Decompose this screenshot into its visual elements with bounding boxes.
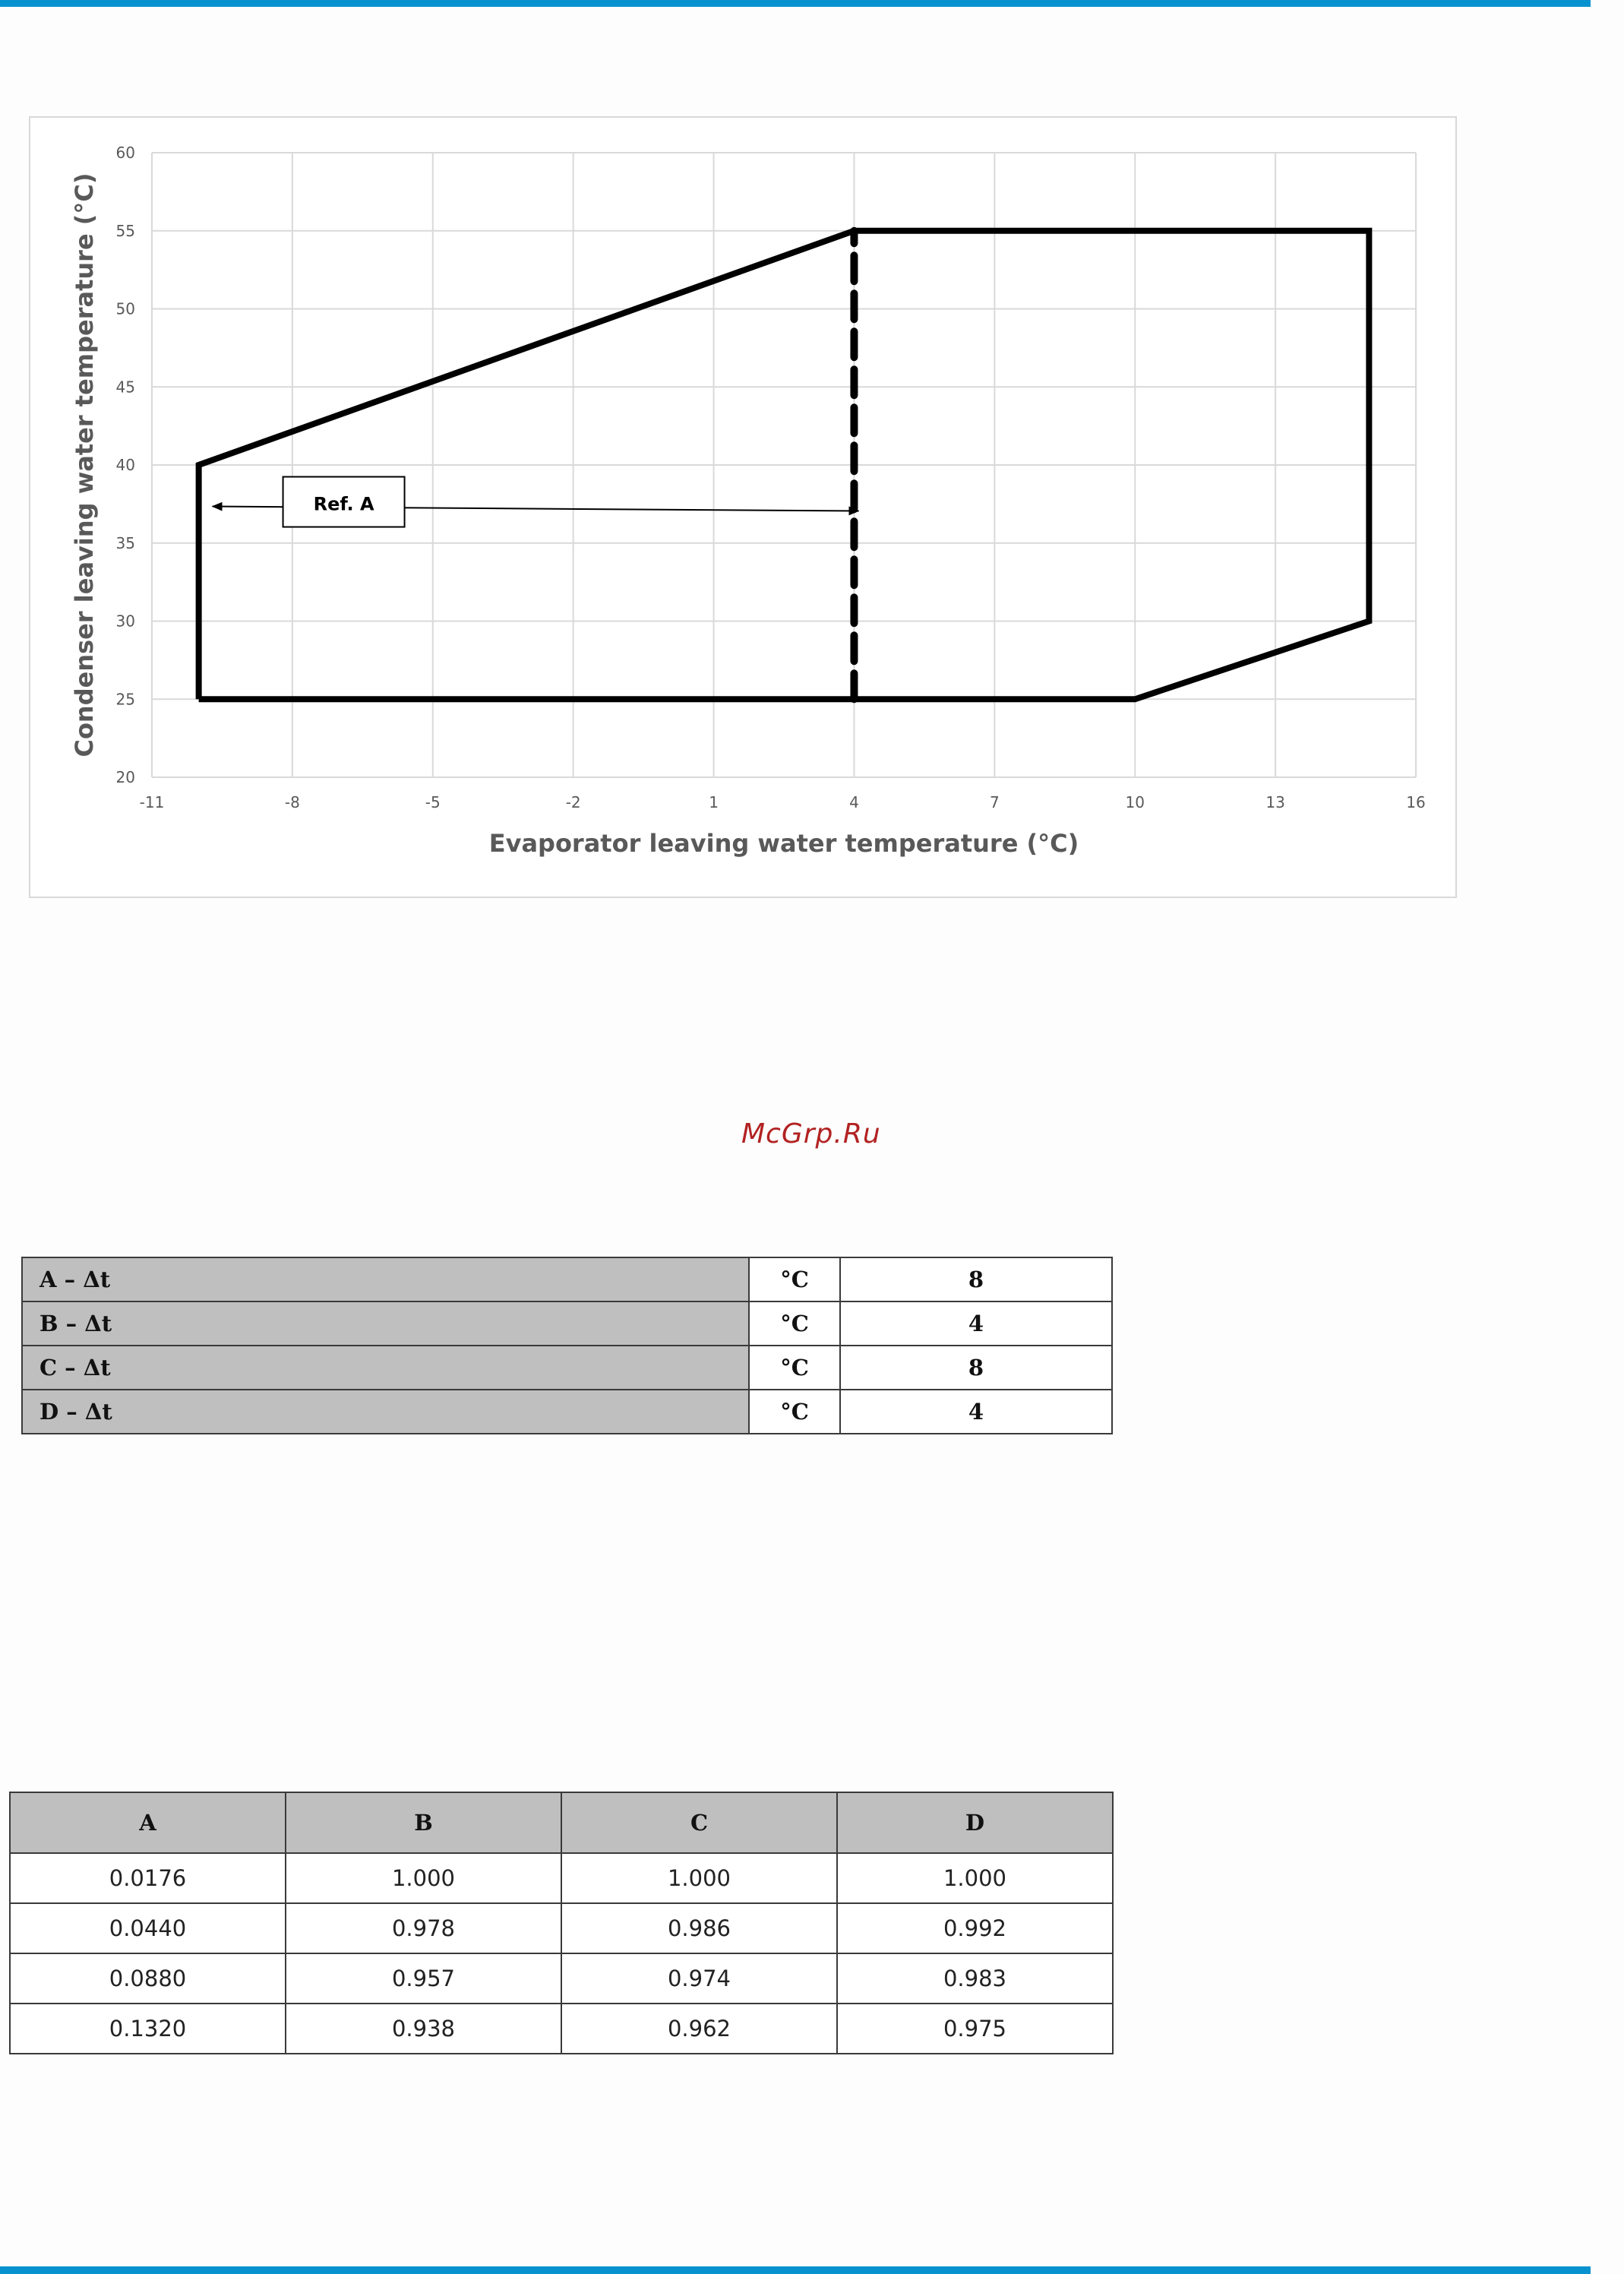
coef-cell: 0.957	[286, 1953, 561, 2004]
delta-t-unit: °C	[749, 1346, 840, 1390]
delta-t-label: B – Δt	[22, 1301, 749, 1346]
delta-t-label: D – Δt	[22, 1390, 749, 1434]
x-tick-label: 1	[709, 793, 719, 811]
delta-t-unit: °C	[749, 1390, 840, 1434]
coef-cell: 0.992	[837, 1903, 1113, 1953]
bottom-rule	[0, 2266, 1591, 2274]
coef-header-d: D	[837, 1792, 1113, 1853]
y-tick-label: 30	[115, 612, 135, 631]
delta-t-value: 8	[840, 1257, 1112, 1301]
y-tick-label: 45	[115, 378, 135, 397]
coef-cell: 1.000	[837, 1853, 1113, 1903]
coef-row	[10, 1903, 1113, 1953]
coef-cell: 0.0440	[10, 1903, 286, 1953]
x-tick-label: -5	[425, 793, 441, 811]
ref-a-label: Ref. A	[313, 493, 374, 515]
coefficient-table	[9, 1792, 1114, 2054]
coef-cell: 1.000	[286, 1853, 561, 1903]
x-tick-label: 16	[1406, 793, 1426, 811]
delta-t-label: C – Δt	[22, 1346, 749, 1390]
coef-header-a: A	[10, 1792, 286, 1853]
coef-cell: 0.962	[561, 2004, 837, 2054]
y-tick-label: 55	[115, 221, 135, 240]
y-tick-label: 20	[115, 768, 135, 786]
y-tick-label: 50	[115, 299, 135, 318]
chart-frame	[29, 116, 1457, 898]
y-tick-label: 25	[115, 690, 135, 709]
delta-t-row	[22, 1390, 1112, 1434]
delta-t-row	[22, 1301, 1112, 1346]
watermark: McGrp.Ru	[741, 1118, 881, 1150]
delta-t-unit: °C	[749, 1257, 840, 1301]
operating-envelope-chart	[30, 118, 1455, 897]
coef-cell: 0.986	[561, 1903, 837, 1953]
y-tick-label: 40	[115, 456, 135, 474]
coef-cell: 0.983	[837, 1953, 1113, 2004]
coef-cell: 0.974	[561, 1953, 837, 2004]
coef-cell: 0.1320	[10, 2004, 286, 2054]
x-tick-label: 13	[1265, 793, 1285, 811]
y-axis-label: Condenser leaving water temperature (°C)	[70, 172, 99, 757]
coef-row	[10, 2004, 1113, 2054]
coef-cell: 0.0880	[10, 1953, 286, 2004]
delta-t-row	[22, 1257, 1112, 1301]
coef-row	[10, 1953, 1113, 2004]
delta-t-table	[21, 1257, 1113, 1434]
coef-header-b: B	[286, 1792, 561, 1853]
delta-t-value: 4	[840, 1301, 1112, 1346]
coef-cell: 1.000	[561, 1853, 837, 1903]
coef-header-c: C	[561, 1792, 837, 1853]
delta-t-label: A – Δt	[22, 1257, 749, 1301]
x-tick-label: 7	[989, 793, 1000, 811]
coef-cell: 0.975	[837, 2004, 1113, 2054]
x-tick-label: -8	[284, 793, 300, 811]
coef-row	[10, 1853, 1113, 1903]
x-tick-label: 4	[849, 793, 859, 811]
delta-t-value: 4	[840, 1390, 1112, 1434]
y-tick-label: 35	[115, 533, 135, 552]
y-tick-label: 60	[115, 144, 135, 162]
coef-cell: 0.978	[286, 1903, 561, 1953]
coef-cell: 0.938	[286, 2004, 561, 2054]
x-axis-label: Evaporator leaving water temperature (°C)	[488, 829, 1079, 858]
x-tick-label: -2	[565, 793, 581, 811]
x-tick-label: 10	[1125, 793, 1145, 811]
delta-t-unit: °C	[749, 1301, 840, 1346]
x-tick-label: -11	[139, 793, 165, 811]
top-rule	[0, 0, 1591, 7]
delta-t-row	[22, 1346, 1112, 1390]
delta-t-value: 8	[840, 1346, 1112, 1390]
coef-cell: 0.0176	[10, 1853, 286, 1903]
